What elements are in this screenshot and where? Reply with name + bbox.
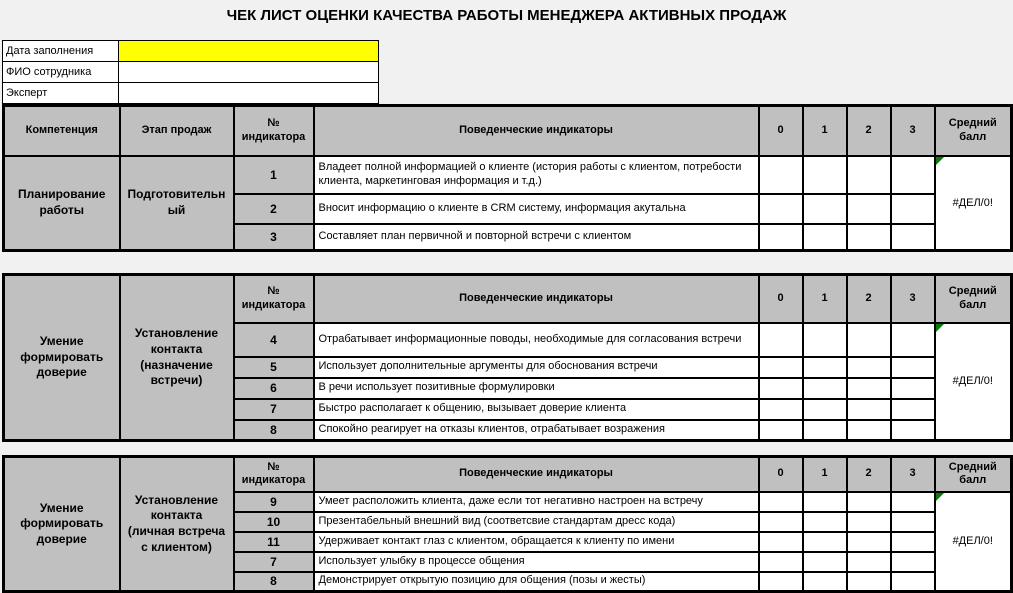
stage-cell: Подготовительный	[120, 156, 234, 251]
column-header-indicators: Поведенческие индикаторы	[314, 457, 759, 492]
column-header-score-2: 2	[847, 275, 891, 323]
indicator-text-cell: Быстро располагает к общению, вызывает доверие клиента	[314, 399, 759, 420]
score-cell-3[interactable]	[891, 194, 935, 224]
competency-cell: Умение формировать доверие	[4, 457, 120, 592]
score-cell-1[interactable]	[803, 552, 847, 572]
indicator-text-cell: Умеет расположить клиента, даже если тот негативно настроен на встречу	[314, 492, 759, 512]
indicator-number-cell: 10	[234, 512, 314, 532]
table-row	[4, 156, 1012, 194]
score-cell-1[interactable]	[803, 532, 847, 552]
indicator-number-cell: 8	[234, 572, 314, 592]
header-row	[4, 457, 1012, 492]
indicator-text-cell: Презентабельный внешний вид (соответсвие стандартам дресс кода)	[314, 512, 759, 532]
score-cell-2[interactable]	[847, 357, 891, 378]
column-header-score-0: 0	[759, 106, 803, 156]
indicator-text-cell: Отрабатывает информационные поводы, необходимые для согласования встречи	[314, 323, 759, 357]
column-header-average: Средний балл	[935, 457, 1012, 492]
score-cell-2[interactable]	[847, 512, 891, 532]
stage-cell: Установление контакта (назначение встречи)	[120, 275, 234, 441]
score-cell-3[interactable]	[891, 323, 935, 357]
score-cell-0[interactable]	[759, 532, 803, 552]
score-cell-1[interactable]	[803, 492, 847, 512]
score-cell-2[interactable]	[847, 156, 891, 194]
assessment-blocks	[0, 104, 1013, 593]
score-cell-1[interactable]	[803, 512, 847, 532]
score-cell-2[interactable]	[847, 378, 891, 399]
error-flag-icon	[936, 324, 944, 332]
header-row	[4, 106, 1012, 156]
score-cell-2[interactable]	[847, 224, 891, 251]
error-flag-icon	[936, 493, 944, 501]
competency-cell: Умение формировать доверие	[4, 275, 120, 441]
score-cell-0[interactable]	[759, 156, 803, 194]
indicator-number-cell: 4	[234, 323, 314, 357]
page-title: ЧЕК ЛИСТ ОЦЕНКИ КАЧЕСТВА РАБОТЫ МЕНЕДЖЕРА АКТИВНЫХ ПРОДАЖ	[226, 7, 787, 24]
average-score-value: #ДЕЛ/0!	[952, 535, 993, 548]
indicator-text-cell: Использует дополнительные аргументы для обоснования встречи	[314, 357, 759, 378]
form-row-employee	[3, 62, 379, 83]
score-cell-2[interactable]	[847, 399, 891, 420]
column-header-indicator-no: № индикатора	[234, 457, 314, 492]
score-cell-2[interactable]	[847, 420, 891, 441]
score-cell-0[interactable]	[759, 492, 803, 512]
indicator-text-cell: Владеет полной информацией о клиенте (история работы с клиентом, потребости клиента, маркетинговая информация и т.д.)	[314, 156, 759, 194]
score-cell-0[interactable]	[759, 399, 803, 420]
column-header-score-3: 3	[891, 457, 935, 492]
score-cell-0[interactable]	[759, 323, 803, 357]
score-cell-2[interactable]	[847, 532, 891, 552]
assessment-block-1	[2, 104, 1013, 252]
indicator-text-cell: Спокойно реагирует на отказы клиентов, отрабатывает возражения	[314, 420, 759, 441]
form-row-date	[3, 41, 379, 62]
average-score-cell	[935, 156, 1012, 251]
form-label-expert: Эксперт	[3, 83, 119, 104]
assessment-block-2	[2, 273, 1013, 442]
column-header-score-2: 2	[847, 457, 891, 492]
score-cell-1[interactable]	[803, 194, 847, 224]
score-cell-1[interactable]	[803, 399, 847, 420]
indicator-text-cell: Демонстрирует открытую позицию для общения (позы и жесты)	[314, 572, 759, 592]
score-cell-3[interactable]	[891, 399, 935, 420]
score-cell-1[interactable]	[803, 224, 847, 251]
indicator-number-cell: 11	[234, 532, 314, 552]
column-header-indicator-no: № индикатора	[234, 275, 314, 323]
column-header-stage: Этап продаж	[120, 106, 234, 156]
column-header-score-1: 1	[803, 457, 847, 492]
score-cell-0[interactable]	[759, 512, 803, 532]
indicator-number-cell: 5	[234, 357, 314, 378]
column-header-score-0: 0	[759, 457, 803, 492]
average-score-cell	[935, 323, 1012, 441]
average-score-cell	[935, 492, 1012, 592]
indicator-number-cell: 2	[234, 194, 314, 224]
score-cell-0[interactable]	[759, 194, 803, 224]
column-header-indicators: Поведенческие индикаторы	[314, 275, 759, 323]
date-input-cell[interactable]	[119, 41, 379, 62]
score-cell-3[interactable]	[891, 224, 935, 251]
indicator-number-cell: 6	[234, 378, 314, 399]
score-cell-1[interactable]	[803, 420, 847, 441]
indicator-text-cell: В речи использует позитивные формулировки	[314, 378, 759, 399]
expert-input-cell[interactable]	[119, 83, 379, 104]
indicator-number-cell: 1	[234, 156, 314, 194]
score-cell-0[interactable]	[759, 572, 803, 592]
column-header-score-1: 1	[803, 275, 847, 323]
score-cell-3[interactable]	[891, 378, 935, 399]
score-cell-0[interactable]	[759, 420, 803, 441]
score-cell-1[interactable]	[803, 323, 847, 357]
score-cell-1[interactable]	[803, 378, 847, 399]
score-cell-1[interactable]	[803, 156, 847, 194]
assessment-block-3	[2, 455, 1013, 593]
score-cell-3[interactable]	[891, 532, 935, 552]
column-header-score-3: 3	[891, 275, 935, 323]
column-header-score-2: 2	[847, 106, 891, 156]
indicator-number-cell: 9	[234, 492, 314, 512]
form-row-expert	[3, 83, 379, 104]
indicator-number-cell: 8	[234, 420, 314, 441]
indicator-number-cell: 7	[234, 399, 314, 420]
form-label-employee: ФИО сотрудника	[3, 62, 119, 83]
score-cell-3[interactable]	[891, 552, 935, 572]
indicator-number-cell: 3	[234, 224, 314, 251]
score-cell-3[interactable]	[891, 156, 935, 194]
indicator-text-cell: Составляет план первичной и повторной встречи с клиентом	[314, 224, 759, 251]
score-cell-3[interactable]	[891, 492, 935, 512]
score-cell-3[interactable]	[891, 420, 935, 441]
score-cell-2[interactable]	[847, 492, 891, 512]
column-header-indicator-no: № индикатора	[234, 106, 314, 156]
score-cell-1[interactable]	[803, 572, 847, 592]
score-cell-3[interactable]	[891, 572, 935, 592]
indicator-text-cell: Удерживает контакт глаз с клиентом, обращается к клиенту по имени	[314, 532, 759, 552]
form-label-date: Дата заполнения	[3, 41, 119, 62]
column-header-competency: Компетенция	[4, 106, 120, 156]
column-header-indicators: Поведенческие индикаторы	[314, 106, 759, 156]
average-score-value: #ДЕЛ/0!	[952, 196, 993, 209]
score-cell-0[interactable]	[759, 552, 803, 572]
indicator-text-cell: Использует улыбку в процессе общения	[314, 552, 759, 572]
column-header-score-1: 1	[803, 106, 847, 156]
column-header-average: Средний балл	[935, 275, 1012, 323]
score-cell-2[interactable]	[847, 323, 891, 357]
column-header-average: Средний балл	[935, 106, 1012, 156]
score-cell-2[interactable]	[847, 194, 891, 224]
competency-cell: Планирование работы	[4, 156, 120, 251]
info-form	[2, 40, 379, 104]
indicator-text-cell: Вносит информацию о клиенте в CRM систему, информация акутальна	[314, 194, 759, 224]
column-header-score-3: 3	[891, 106, 935, 156]
score-cell-0[interactable]	[759, 378, 803, 399]
score-cell-0[interactable]	[759, 357, 803, 378]
error-flag-icon	[936, 157, 944, 165]
score-cell-2[interactable]	[847, 552, 891, 572]
column-header-score-0: 0	[759, 275, 803, 323]
header-row	[4, 275, 1012, 323]
score-cell-2[interactable]	[847, 572, 891, 592]
score-cell-3[interactable]	[891, 357, 935, 378]
indicator-number-cell: 7	[234, 552, 314, 572]
score-cell-1[interactable]	[803, 357, 847, 378]
stage-cell: Установление контакта (личная встреча с клиентом)	[120, 457, 234, 592]
average-score-value: #ДЕЛ/0!	[952, 375, 993, 388]
employee-input-cell[interactable]	[119, 62, 379, 83]
score-cell-3[interactable]	[891, 512, 935, 532]
score-cell-0[interactable]	[759, 224, 803, 251]
